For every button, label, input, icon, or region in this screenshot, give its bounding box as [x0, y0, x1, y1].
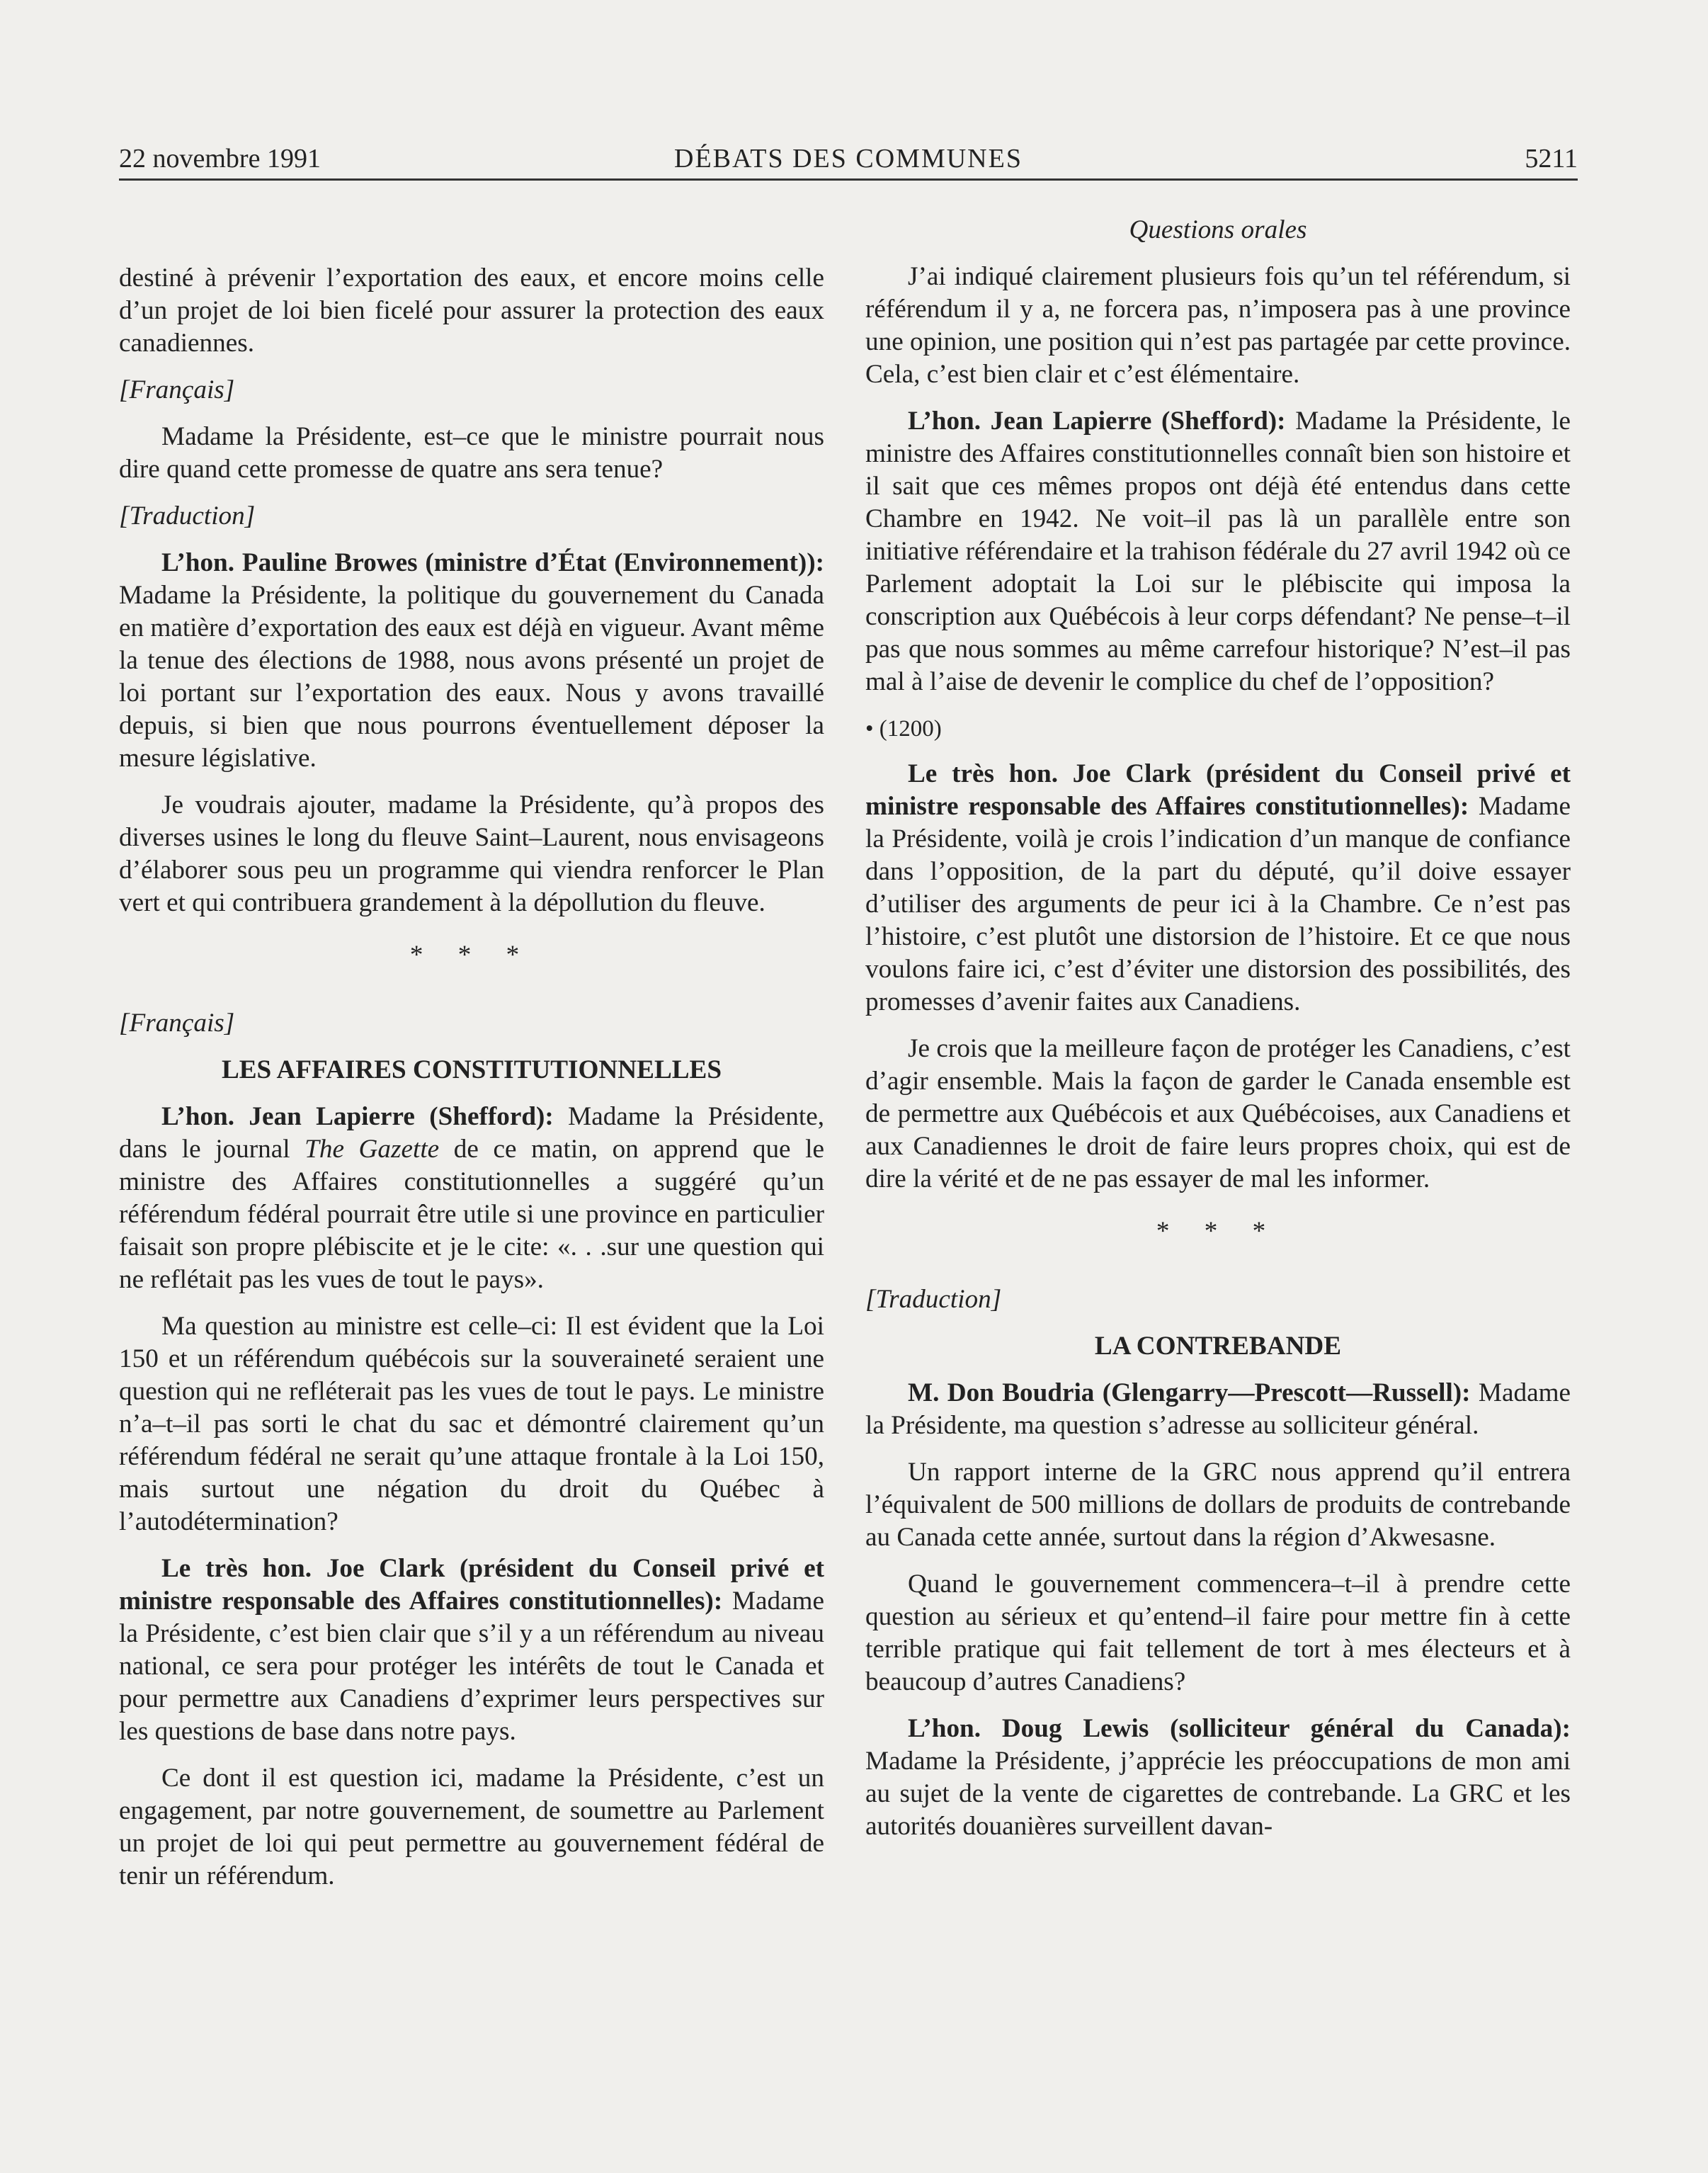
speaker-name: L’hon. Jean Lapierre (Shefford): [908, 407, 1286, 436]
language-tag: [Français] [119, 1009, 235, 1038]
speech-text: Madame la Présidente, voilà je crois l’indication d’un manque de confiance dans l’opposition, de la part du député, qu’il doive essayer d’utiliser des arguments de peur ici à la Chambre. Ce n’est pas l’histoire, c’est plutôt une distorsion de l’histoire. Et ce que nous voulons faire ici, c’est d’éviter une distorsion des possibilités, des promesses d’avenir faites aux Canadiens. [865, 792, 1571, 1016]
speech-paragraph [865, 405, 1571, 698]
paragraph: J’ai indiqué clairement plusieurs fois qu’un tel référendum, si référendum il y a, ne forcera pas, n’imposera pas à une province une opinion, une position qui n’est pas partagée par cette province. Cela, c’est bien clair et c’est élémentaire. [865, 262, 1571, 389]
language-tag: [Traduction] [119, 501, 256, 531]
time-marker: • (1200) [865, 716, 942, 742]
speech-paragraph [865, 1377, 1571, 1442]
header-page-number: 5211 [1525, 144, 1578, 174]
paragraph: Ce dont il est question ici, madame la Présidente, c’est un engagement, par notre gouvernement, de soumettre au Parlement un projet de loi qui peut permettre au gouvernement fédéral de tenir un référendum. [119, 1764, 824, 1890]
paragraph: Madame la Présidente, est–ce que le ministre pourrait nous dire quand cette promesse de quatre ans sera tenue? [119, 422, 824, 484]
section-separator: * * * [1156, 1217, 1280, 1246]
right-column [865, 214, 1571, 1857]
speech-text: Madame la Présidente, ma question s’adresse au solliciteur général. [865, 1378, 1571, 1440]
speaker-name: Le très hon. Joe Clark (président du Conseil privé et ministre responsable des Affaires constitutionnelles): [865, 759, 1571, 821]
speech-paragraph [865, 758, 1571, 1019]
running-head: Questions orales [1129, 215, 1307, 244]
paragraph: destiné à prévenir l’exportation des eaux, et encore moins celle d’un projet de loi bien ficelé pour assurer la protection des eaux canadiennes. [119, 263, 824, 358]
speech-text: Madame la Présidente, le ministre des Affaires constitutionnelles connaît bien son histoire et il sait que ces mêmes propos ont déjà été entendus dans cette Chambre en 1942. Ne voit–il pas là un parallèle entre son initiative référendaire et la trahison fédérale du 27 avril 1942 où ce Parlement adoptait la Loi sur le plébiscite qui imposa la conscription aux Québécois à leur corps défendant? Ne pense–t–il pas que nous sommes au même carrefour historique? N’est–il pas mal à l’aise de devenir le complice du chef de l’opposition? [865, 407, 1571, 696]
speaker-name: L’hon. Doug Lewis (solliciteur général du Canada): [908, 1714, 1571, 1743]
paragraph: Je crois que la meilleure façon de protéger les Canadiens, c’est d’agir ensemble. Mais la façon de garder le Canada ensemble est de permettre aux Québécois et aux Québécoises, aux Canadiens et aux Canadiennes le droit de faire leurs propres choix, qui est de dire la vérité et de ne pas essayer de mal les informer. [865, 1034, 1571, 1193]
left-column [119, 262, 824, 1907]
speaker-name: Le très hon. Joe Clark (président du Conseil privé et ministre responsable des Affaires constitutionnelles): [119, 1554, 824, 1616]
speech-paragraph [119, 547, 824, 775]
section-heading: LES AFFAIRES CONSTITUTIONNELLES [221, 1055, 722, 1084]
speaker-name: L’hon. Jean Lapierre (Shefford): [161, 1102, 554, 1131]
speaker-name: L’hon. Pauline Browes (ministre d’État (Environnement)): [161, 548, 824, 577]
paragraph: Quand le gouvernement commencera–t–il à prendre cette question au sérieux et qu’entend–il faire pour mettre fin à cette terrible pratique qui fait tellement de tort à mes électeurs et à beaucoup d’autres Canadiens? [865, 1570, 1571, 1696]
page-header [119, 139, 1578, 181]
speech-text: Madame la Présidente, c’est bien clair que s’il y a un référendum au niveau national, ce sera pour protéger les intérêts de tout le Canada et pour permettre aux Canadiens d’exprimer leurs perspectives sur les questions de base dans notre pays. [119, 1587, 824, 1746]
speech-paragraph [119, 1553, 824, 1748]
speech-text: Madame la Présidente, j’apprécie les préoccupations de mon ami au sujet de la vente de cigarettes de contrebande. La GRC et les autorités douanières surveillent davan- [865, 1747, 1571, 1841]
speech-text: de ce matin, on apprend que le ministre des Affaires constitutionnelles a suggéré qu’un référendum fédéral pourrait être utile si une province en particulier faisait son propre plébiscite et je le cite: «. . .sur une question qui ne reflétait pas les vues de tout le pays». [119, 1135, 824, 1294]
section-heading: LA CONTREBANDE [1094, 1332, 1342, 1361]
header-date: 22 novembre 1991 [119, 144, 321, 174]
paragraph: Ma question au ministre est celle–ci: Il est évident que la Loi 150 et un référendum québécois sur la souveraineté seraient une question qui ne refléterait pas les vues de tout le pays. Le ministre n’a–t–il pas sorti le chat du sac et démontré clairement qu’un référendum fédéral ne serait qu’une attaque frontale à la Loi 150, mais surtout une négation du droit du Québec à l’autodétermination? [119, 1312, 824, 1536]
language-tag: [Français] [119, 375, 235, 404]
speech-text: Madame la Présidente, dans le journal [119, 1102, 825, 1164]
speech-text: Madame la Présidente, la politique du gouvernement du Canada en matière d’exportation des eaux est déjà en vigueur. Avant même la tenue des élections de 1988, nous avons présenté un projet de loi portant sur l’exportation des eaux. Nous y avons travaillé depuis, si bien que nous pourrons éventuellement déposer la mesure législative. [119, 581, 824, 773]
paragraph: Un rapport interne de la GRC nous apprend qu’il entrera l’équivalent de 500 millions de dollars de produits de contrebande au Canada cette année, surtout dans la région d’Akwesasne. [865, 1458, 1571, 1552]
speech-paragraph [865, 1713, 1571, 1843]
speech-paragraph [119, 1101, 824, 1296]
header-title: DÉBATS DES COMMUNES [674, 144, 1023, 174]
section-separator: * * * [409, 941, 534, 970]
language-tag: [Traduction] [865, 1285, 1002, 1314]
newspaper-title: The Gazette [304, 1135, 440, 1164]
paragraph: Je voudrais ajouter, madame la Présidente, qu’à propos des diverses usines le long du fleuve Saint–Laurent, nous envisageons d’élaborer sous peu un programme qui viendra renforcer le Plan vert et qui contribuera grandement à la dépollution du fleuve. [119, 790, 824, 917]
speaker-name: M. Don Boudria (Glengarry—Prescott—Russell): [908, 1378, 1471, 1407]
